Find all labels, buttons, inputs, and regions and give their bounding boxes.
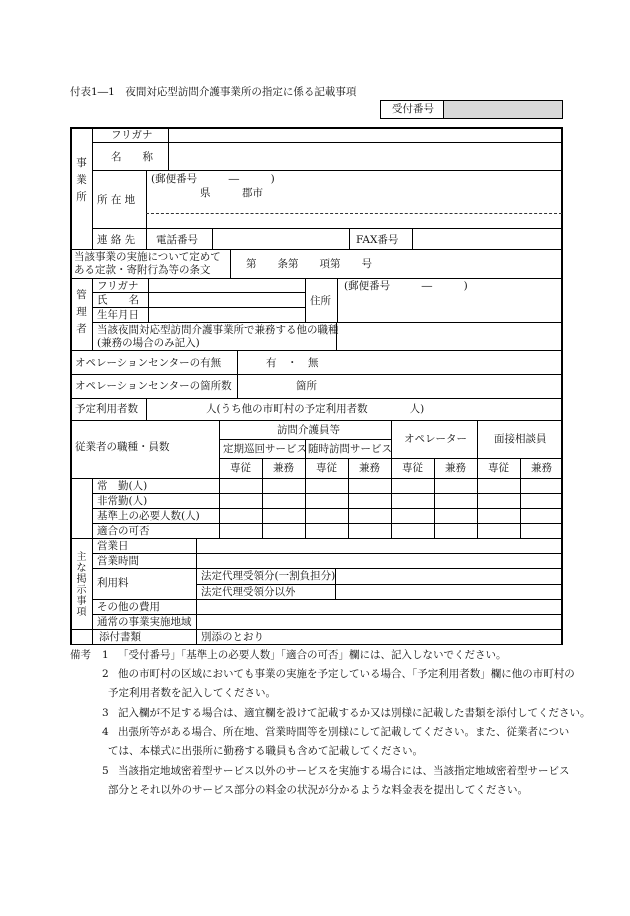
visiting-group-header: 訪問介護員等 (277, 424, 340, 436)
service-area-label: 通常の事業実施地域 (97, 616, 192, 628)
periodic-part-time: 兼務 (273, 462, 294, 474)
note-3: 記入欄が不足する場合は、適宜欄を設けて記載するか又は別様に記載した書類を添付してください。 (118, 707, 591, 719)
articles-label-line2: ある定款・寄附行為等の条文 (74, 264, 211, 276)
attachments-value: 別添のとおり (201, 631, 264, 643)
staff-row-required: 基準上の必要人数(人) (97, 510, 200, 522)
note-2-line1: 他の市町村の区域においても事業の実施を予定している場合、「予定利用者数」欄に他の市町村の (118, 668, 575, 680)
periodic-service-header: 定期巡回サービス (223, 443, 307, 455)
office-tel-field[interactable] (214, 230, 348, 248)
business-hours-field[interactable] (198, 554, 560, 567)
manager-name-label: 氏 名 (97, 294, 139, 306)
on-demand-service-header: 随時訪問サービス (308, 443, 392, 455)
manager-birthday-label: 生年月日 (97, 309, 139, 321)
business-days-label: 営業日 (97, 540, 129, 552)
other-costs-field[interactable] (198, 600, 560, 613)
note-3-number: 3 (102, 707, 109, 719)
on-demand-full-time: 専従 (316, 462, 337, 474)
fee-other-label: 法定代理受領分以外 (201, 586, 296, 598)
periodic-full-time: 専従 (230, 462, 251, 474)
attachments-label: 添付書類 (99, 631, 141, 643)
office-name-field[interactable] (170, 144, 560, 169)
staff-row-fulltime: 常 勤(人) (97, 480, 148, 492)
note-2-line2: 予定利用者数を記入してください。 (108, 687, 276, 699)
note-1: 「受付番号」「基準上の必要人数」「適合の可否」欄には、記入しないでください。 (118, 649, 507, 661)
operation-center-presence-label: オペレーションセンターの有無 (75, 357, 222, 369)
note-5-line1: 当該指定地域密着型サービス以外のサービスを実施する場合には、当該指定地域密着型サービス (118, 765, 570, 777)
manager-other-role-field[interactable] (338, 323, 560, 349)
form-title: 付表1―1 夜間対応型訪問介護事業所の指定に係る記載事項 (70, 86, 357, 98)
office-fax-field[interactable] (414, 230, 560, 248)
manager-furigana-field[interactable] (150, 279, 304, 291)
staff-row-parttime: 非常勤(人) (97, 495, 148, 507)
business-hours-label: 営業時間 (97, 555, 139, 567)
office-furigana-field[interactable] (170, 129, 560, 141)
receipt-number-field[interactable] (444, 101, 562, 118)
on-demand-part-time: 兼務 (359, 462, 380, 474)
business-days-field[interactable] (198, 539, 560, 552)
operation-center-presence-value[interactable]: 有 ・ 無 (266, 357, 319, 369)
notes-heading: 備考 (70, 649, 91, 661)
fee-statutory-label: 法定代理受領分(一割負担分) (201, 570, 336, 582)
manager-furigana-label: フリガナ (97, 280, 139, 292)
service-area-field[interactable] (198, 615, 560, 628)
planned-users-label: 予定利用者数 (75, 403, 138, 415)
office-side-label: 事業所 (76, 157, 87, 203)
note-4-number: 4 (102, 726, 109, 738)
manager-address-label: 住所 (310, 295, 331, 307)
note-4-line2: ては、本様式に出張所に勤務する職員も含めて記載してください。 (108, 745, 423, 757)
operation-center-count-unit[interactable]: 箇所 (296, 380, 317, 392)
articles-value[interactable]: 第 条第 項第 号 (246, 258, 372, 270)
interview-part-time: 兼務 (531, 462, 552, 474)
office-postal-code[interactable]: (郵便番号 ― ) (151, 173, 275, 185)
articles-label-line1: 当該事業の実施について定めて (74, 251, 221, 263)
office-contact-label: 連 絡 先 (97, 234, 136, 246)
staff-label: 従業者の職種・員数 (75, 441, 170, 453)
operator-part-time: 兼務 (445, 462, 466, 474)
main-items-side-label: 主な掲示事項 (76, 552, 87, 618)
other-costs-label: その他の費用 (97, 601, 160, 613)
office-tel-label: 電話番号 (156, 234, 198, 246)
office-address-label: 所 在 地 (97, 194, 136, 206)
note-5-line2: 部分とそれ以外のサービス部分の料金の状況が分かるような料金表を提出してください。 (108, 784, 528, 796)
office-name-label: 名 称 (111, 151, 153, 163)
note-1-number: 1 (102, 649, 109, 661)
note-5-number: 5 (102, 765, 109, 777)
manager-name-field[interactable] (150, 293, 304, 306)
manager-side-label: 管理者 (76, 289, 87, 335)
interview-full-time: 専従 (488, 462, 509, 474)
office-furigana-label: フリガナ (111, 129, 153, 141)
receipt-number-label: 受付番号 (392, 103, 434, 115)
operator-header: オペレーター (404, 433, 467, 445)
office-fax-label: FAX番号 (356, 234, 399, 246)
manager-other-role-label-line2: (兼務の場合のみ記入) (97, 337, 200, 349)
fees-label: 利用料 (97, 577, 129, 589)
manager-birthday-field[interactable] (150, 308, 304, 321)
note-4-line1: 出張所等がある場合、所在地、営業時間等を別様にして記載してください。また、従業者につい (118, 726, 570, 738)
office-pref-city[interactable]: 県 郡市 (200, 187, 263, 199)
staff-row-compliance: 適合の可否 (97, 525, 150, 537)
planned-users-value[interactable]: 人(うち他の市町村の予定利用者数 人) (206, 403, 425, 415)
manager-other-role-label-line1: 当該夜間対応型訪問介護事業所で兼務する他の職種 (97, 324, 339, 336)
manager-postal-code[interactable]: (郵便番号 ― ) (344, 280, 468, 292)
operator-full-time: 専従 (402, 462, 423, 474)
operation-center-count-label: オペレーションセンターの箇所数 (75, 380, 232, 392)
note-2-number: 2 (102, 668, 109, 680)
interview-staff-header: 面接相談員 (494, 433, 547, 445)
